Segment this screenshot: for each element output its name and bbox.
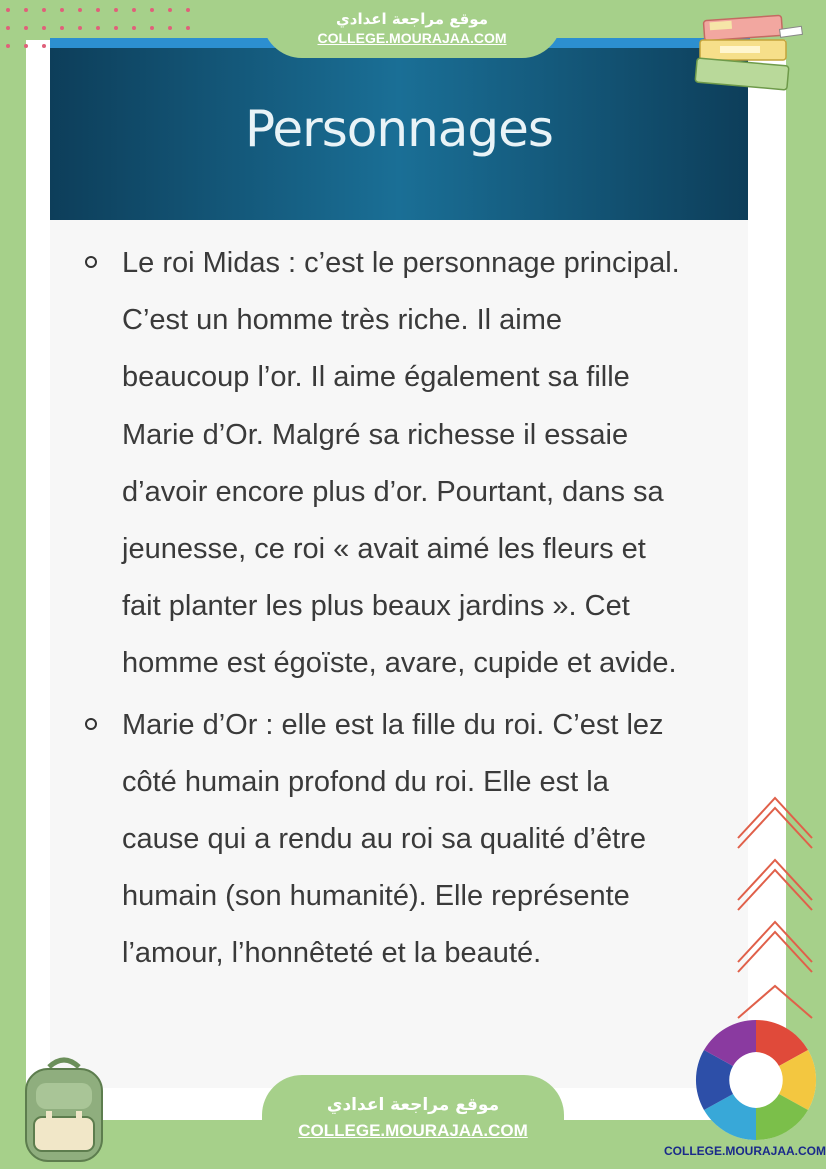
- character-list: [50, 220, 682, 983]
- bullet-icon: [85, 718, 97, 730]
- character-description: Marie d’Or : elle est la fille du roi. C’est lez côté humain profond du roi. Elle est la cause qui a rendu au roi sa qualité d’être humain (son humanité). Elle représente l’amour, l’honnêteté et la beauté.: [122, 708, 664, 970]
- character-description: Le roi Midas : c’est le personnage principal. C’est un homme très riche. Il aime beaucoup l’or. Il aime également sa fille Marie d’Or. Malgré sa richesse il essaie d’avoir encore plus d’or. Pourtant, dans sa jeunesse, ce roi « avait aimé les fleurs et fait planter les plus beaux jardins ». Cet homme est égoïste, avare, cupide et avide.: [122, 247, 680, 680]
- backpack-icon: [14, 1055, 114, 1167]
- content-panel: [50, 220, 748, 1088]
- site-badge-top: [262, 0, 562, 58]
- list-item: [50, 697, 682, 983]
- header-banner: [50, 48, 748, 220]
- site-url-link[interactable]: COLLEGE.MOURAJAA.COM: [298, 1121, 528, 1140]
- bullet-icon: [85, 256, 97, 268]
- page-title: Personnages: [245, 100, 553, 158]
- list-item: [50, 235, 682, 693]
- chevron-up-icons: [730, 790, 820, 1030]
- subjects-wheel-logo: [694, 1018, 818, 1142]
- site-badge-bottom: [262, 1075, 564, 1169]
- site-url-link[interactable]: COLLEGE.MOURAJAA.COM: [317, 30, 507, 46]
- site-arabic-name: موقع مراجعة اعدادي: [326, 1095, 500, 1115]
- logo-caption: COLLEGE.MOURAJAA.COM: [664, 1144, 826, 1158]
- books-icon: [690, 10, 810, 100]
- site-arabic-name: موقع مراجعة اعدادي: [336, 10, 488, 28]
